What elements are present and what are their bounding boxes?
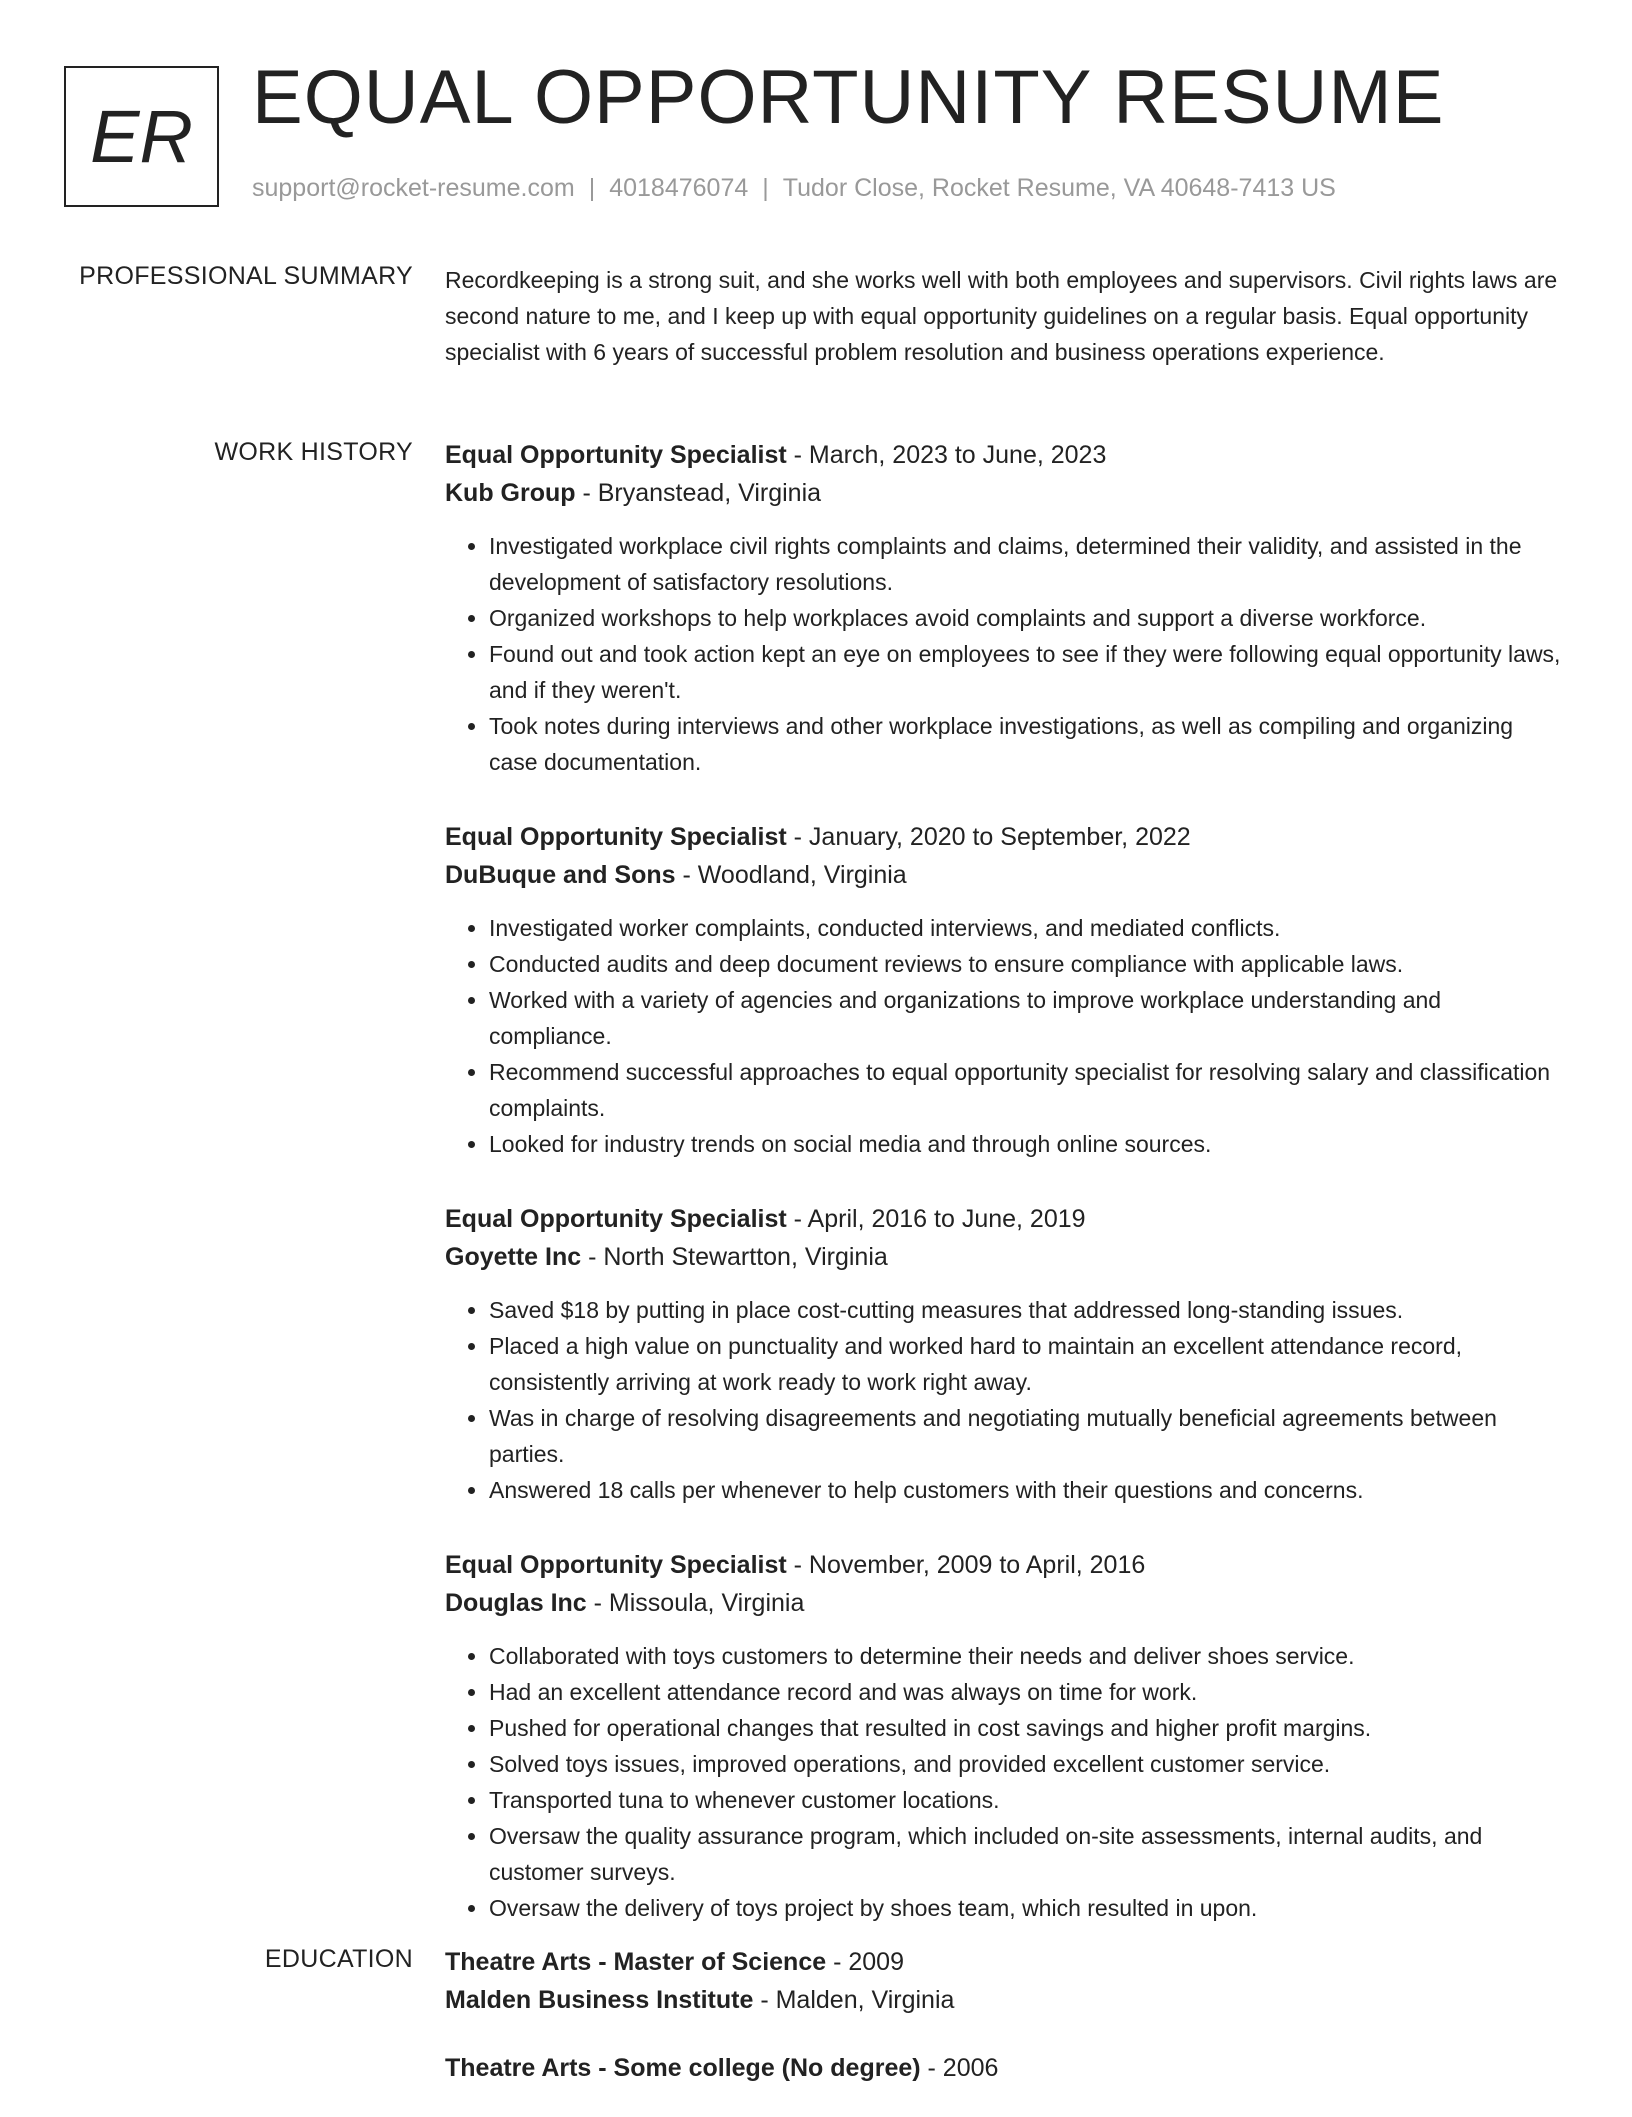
education-school: Malden Business Institute: [445, 1986, 754, 2014]
page-title: EQUAL OPPORTUNITY RESUME: [252, 55, 1445, 140]
job-bullet: • Investigated workplace civil rights complaints and claims, determined their validity, and assisted in the development of satisfactory resolutions.: [489, 528, 1565, 600]
job-entry: [445, 1546, 1565, 1926]
contact-email: support@rocket-resume.com: [252, 174, 575, 202]
work-history-label: WORK HISTORY: [214, 438, 413, 466]
job-bullet: • Investigated worker complaints, conducted interviews, and mediated conflicts.: [489, 910, 1565, 946]
job-title: Equal Opportunity Specialist: [445, 441, 787, 469]
job-bullet: • Collaborated with toys customers to determine their needs and deliver shoes service.: [489, 1638, 1565, 1674]
contact-phone: 4018476074: [609, 174, 749, 202]
job-company-line: [445, 856, 1565, 894]
summary-label: PROFESSIONAL SUMMARY: [79, 262, 413, 290]
job-bullet: • Took notes during interviews and other workplace investigations, as well as compiling and organizing case documentation.: [489, 708, 1565, 780]
contact-separator: |: [762, 174, 769, 202]
job-location: - North Stewartton, Virginia: [581, 1243, 888, 1271]
job-bullets: [445, 1292, 1565, 1508]
education-entry: [445, 2049, 1565, 2087]
job-bullets: [445, 1638, 1565, 1926]
job-company: Goyette Inc: [445, 1243, 582, 1271]
job-bullet: • Recommend successful approaches to equal opportunity specialist for resolving salary and classification complaints.: [489, 1054, 1565, 1126]
job-company-line: [445, 474, 1565, 512]
job-bullet: • Had an excellent attendance record and was always on time for work.: [489, 1674, 1565, 1710]
job-title-line: [445, 1200, 1565, 1238]
job-company: DuBuque and Sons: [445, 861, 676, 889]
job-bullet: • Oversaw the quality assurance program, which included on-site assessments, internal audits, and customer surveys.: [489, 1818, 1565, 1890]
job-dates: - January, 2020 to September, 2022: [786, 823, 1191, 851]
education-degree-line: [445, 2049, 1565, 2087]
job-bullet: • Solved toys issues, improved operations, and provided excellent customer service.: [489, 1746, 1565, 1782]
education-school-line: [445, 1981, 1565, 2019]
job-title: Equal Opportunity Specialist: [445, 823, 787, 851]
education-location: - Malden, Virginia: [753, 1986, 955, 2014]
job-title-line: [445, 818, 1565, 856]
education-entry: [445, 1943, 1565, 2019]
education-body: [445, 1943, 1565, 2117]
job-location: - Bryanstead, Virginia: [575, 479, 822, 507]
job-dates: - March, 2023 to June, 2023: [786, 441, 1107, 469]
job-company-line: [445, 1584, 1565, 1622]
job-bullet: • Transported tuna to whenever customer locations.: [489, 1782, 1565, 1818]
job-title: Equal Opportunity Specialist: [445, 1551, 787, 1579]
job-bullet: • Was in charge of resolving disagreements and negotiating mutually beneficial agreements between parties.: [489, 1400, 1565, 1472]
job-bullet: • Found out and took action kept an eye on employees to see if they were following equal opportunity laws, and if they weren't.: [489, 636, 1565, 708]
job-entry: [445, 1200, 1565, 1508]
job-bullet: • Looked for industry trends on social media and through online sources.: [489, 1126, 1565, 1162]
education-label: EDUCATION: [264, 1945, 413, 1973]
job-bullet: • Conducted audits and deep document reviews to ensure compliance with applicable laws.: [489, 946, 1565, 982]
job-company: Kub Group: [445, 479, 576, 507]
job-company: Douglas Inc: [445, 1589, 587, 1617]
contact-separator: |: [588, 174, 596, 202]
job-dates: - April, 2016 to June, 2019: [786, 1205, 1086, 1233]
job-company-line: [445, 1238, 1565, 1276]
job-location: - Missoula, Virginia: [586, 1589, 805, 1617]
summary-body: [445, 262, 1565, 370]
job-title-line: [445, 436, 1565, 474]
contact-address: Tudor Close, Rocket Resume, VA 40648-7413 US: [782, 174, 1336, 202]
job-bullets: [445, 528, 1565, 780]
education-degree-line: [445, 1943, 1565, 1981]
job-bullet: • Saved $18 by putting in place cost-cutting measures that addressed long-standing issues.: [489, 1292, 1565, 1328]
job-bullet: • Pushed for operational changes that resulted in cost savings and higher profit margins.: [489, 1710, 1565, 1746]
job-bullet: • Oversaw the delivery of toys project by shoes team, which resulted in upon.: [489, 1890, 1565, 1926]
job-bullet: • Organized workshops to help workplaces avoid complaints and support a diverse workforce.: [489, 600, 1565, 636]
job-bullet: • Placed a high value on punctuality and worked hard to maintain an excellent attendance record, consistently arriving at work ready to work right away.: [489, 1328, 1565, 1400]
education-year: - 2009: [826, 1948, 904, 1976]
job-title: Equal Opportunity Specialist: [445, 1205, 787, 1233]
job-entry: [445, 818, 1565, 1162]
job-dates: - November, 2009 to April, 2016: [786, 1551, 1146, 1579]
job-entry: [445, 436, 1565, 780]
education-degree: Theatre Arts - Some college (No degree): [445, 2054, 921, 2082]
job-bullet: • Worked with a variety of agencies and organizations to improve workplace understanding and compliance.: [489, 982, 1565, 1054]
job-title-line: [445, 1546, 1565, 1584]
job-bullets: [445, 910, 1565, 1162]
job-bullet: • Answered 18 calls per whenever to help customers with their questions and concerns.: [489, 1472, 1565, 1508]
summary-text: Recordkeeping is a strong suit, and she works well with both employees and supervisors. Civil rights laws are second nature to me, and I keep up with equal opportunity guidelines on a regular basis. Equal opportunity specialist with 6 years of successful problem resolution and business operations experience.: [445, 267, 1558, 365]
job-location: - Woodland, Virginia: [675, 861, 907, 889]
education-year: - 2006: [920, 2054, 999, 2082]
contact-line: [252, 174, 1336, 203]
work-history-body: [445, 436, 1565, 1964]
education-degree: Theatre Arts - Master of Science: [445, 1948, 827, 1976]
monogram-logo: ER: [64, 66, 219, 207]
